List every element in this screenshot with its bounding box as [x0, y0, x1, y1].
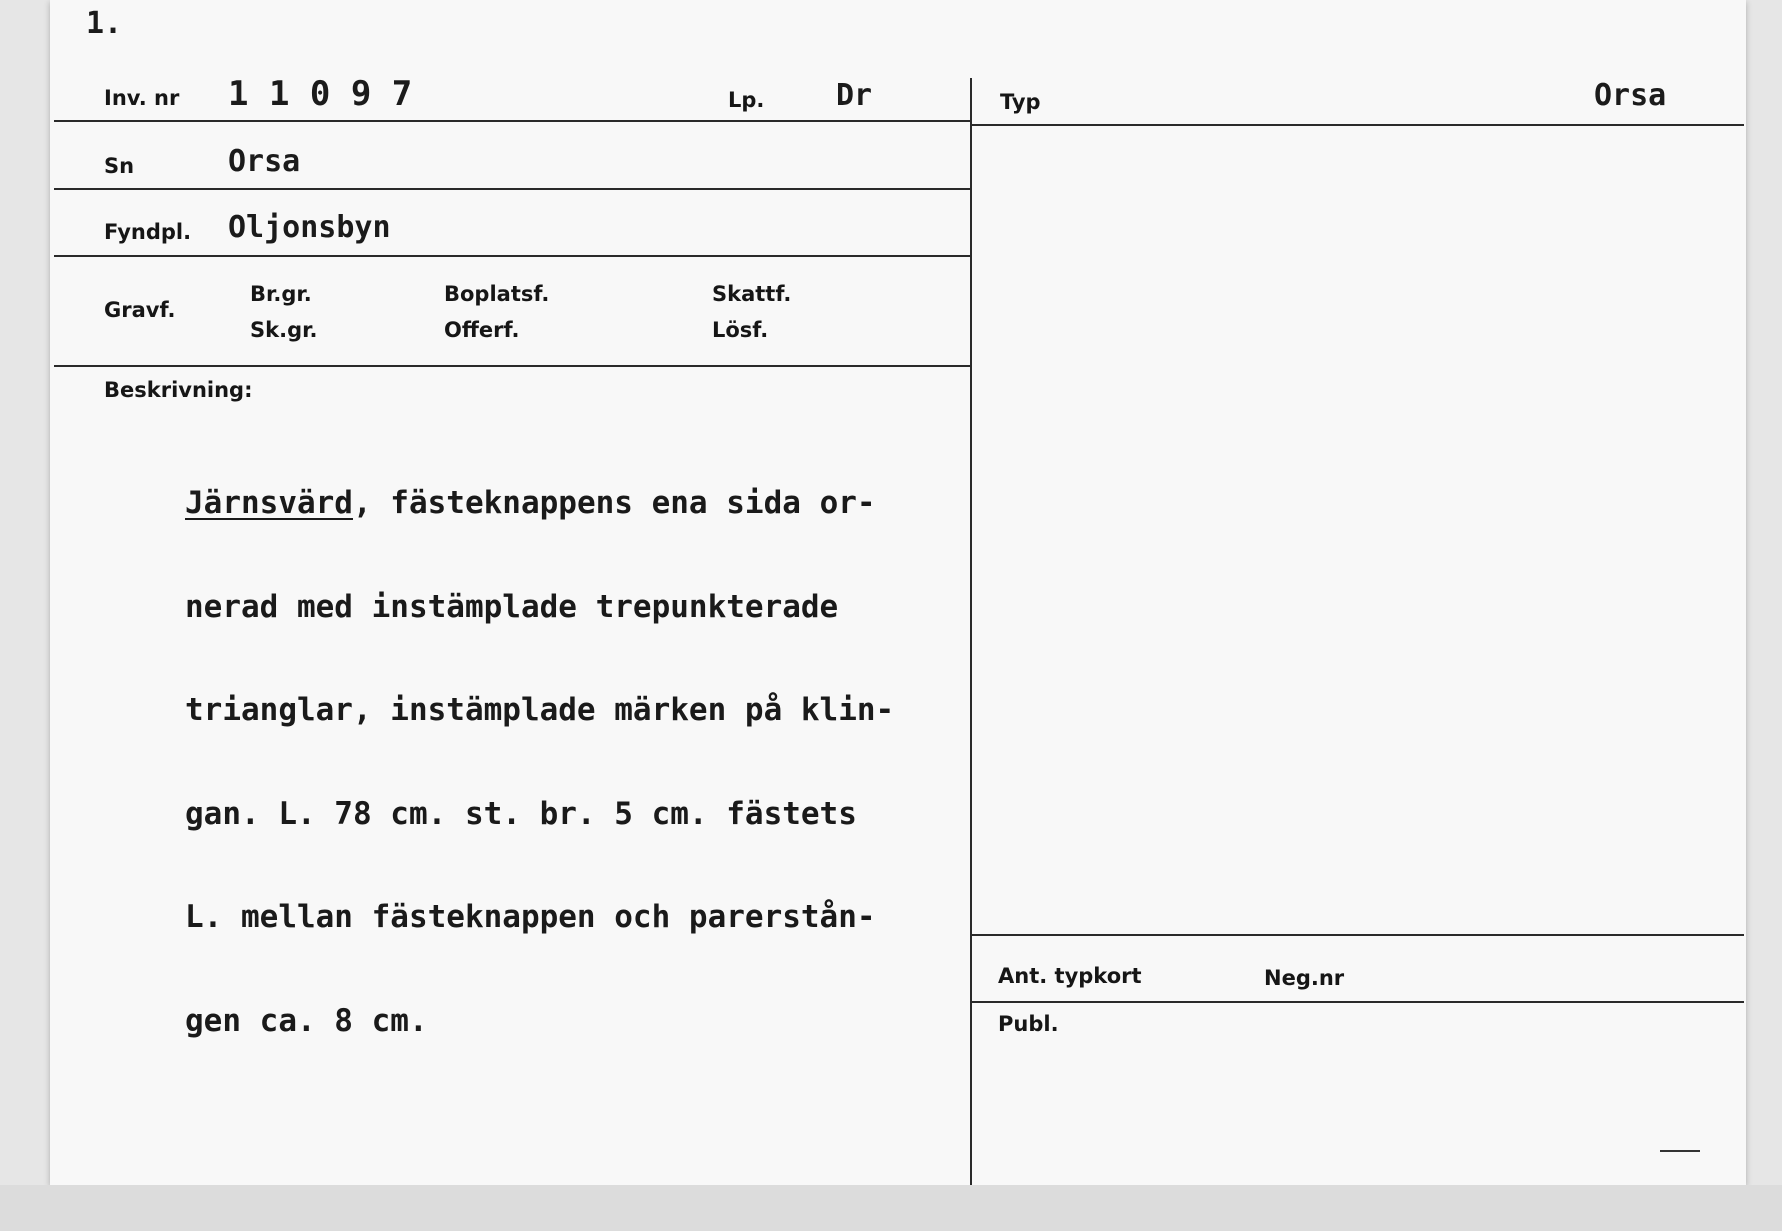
ant-typkort-label: Ant. typkort: [998, 964, 1142, 988]
vertical-divider: [970, 78, 972, 1185]
description-first-word: Järnsvärd: [185, 485, 353, 521]
publ-label: Publ.: [998, 1012, 1059, 1036]
divider-row2: [54, 188, 970, 190]
divider-right-lower-1: [972, 934, 1744, 936]
description-line-2: nerad med instämplade trepunkterade: [185, 588, 839, 625]
sk-gr-label: Sk.gr.: [250, 318, 318, 342]
card-number: 1.: [86, 6, 123, 41]
divider-row1-right: [972, 124, 1744, 126]
divider-row3: [54, 255, 970, 257]
fyndpl-value: Oljonsbyn: [228, 210, 391, 245]
catalog-card: [50, 0, 1746, 1185]
typ-label: Typ: [1000, 90, 1041, 114]
scan-background-strip: [0, 1185, 1782, 1231]
boplatsf-label: Boplatsf.: [444, 282, 550, 306]
lp-label: Lp.: [728, 88, 765, 112]
description-line-6: gen ca. 8 cm.: [185, 1002, 428, 1039]
sn-label: Sn: [104, 154, 135, 178]
br-gr-label: Br.gr.: [250, 282, 312, 306]
inv-nr-value: 1 1 0 9 7: [228, 74, 413, 114]
lp-value: Dr: [836, 78, 873, 113]
sn-value: Orsa: [228, 144, 301, 179]
neg-nr-label: Neg.nr: [1264, 966, 1345, 990]
fyndpl-label: Fyndpl.: [104, 220, 192, 244]
offerf-label: Offerf.: [444, 318, 520, 342]
beskrivning-label: Beskrivning:: [104, 378, 253, 402]
pen-mark: [1660, 1150, 1700, 1152]
divider-right-lower-2: [972, 1001, 1744, 1003]
description-line-1-rest: , fästeknappens ena sida or-: [352, 485, 876, 521]
gravf-label: Gravf.: [104, 298, 176, 322]
typ-value: Orsa: [1594, 78, 1667, 113]
inv-nr-label: Inv. nr: [104, 86, 180, 110]
divider-row1-left: [54, 120, 970, 122]
skattf-label: Skattf.: [712, 282, 792, 306]
losf-label: Lösf.: [712, 318, 769, 342]
description-line-5: L. mellan fästeknappen och parerstån-: [185, 899, 876, 935]
description-line-4: gan. L. 78 cm. st. br. 5 cm. fästets: [185, 795, 857, 832]
description-text: [185, 417, 894, 1107]
description-line-3: trianglar, instämplade märken på klin-: [185, 692, 895, 728]
description-line-1: [185, 486, 894, 521]
divider-row4: [54, 365, 970, 367]
